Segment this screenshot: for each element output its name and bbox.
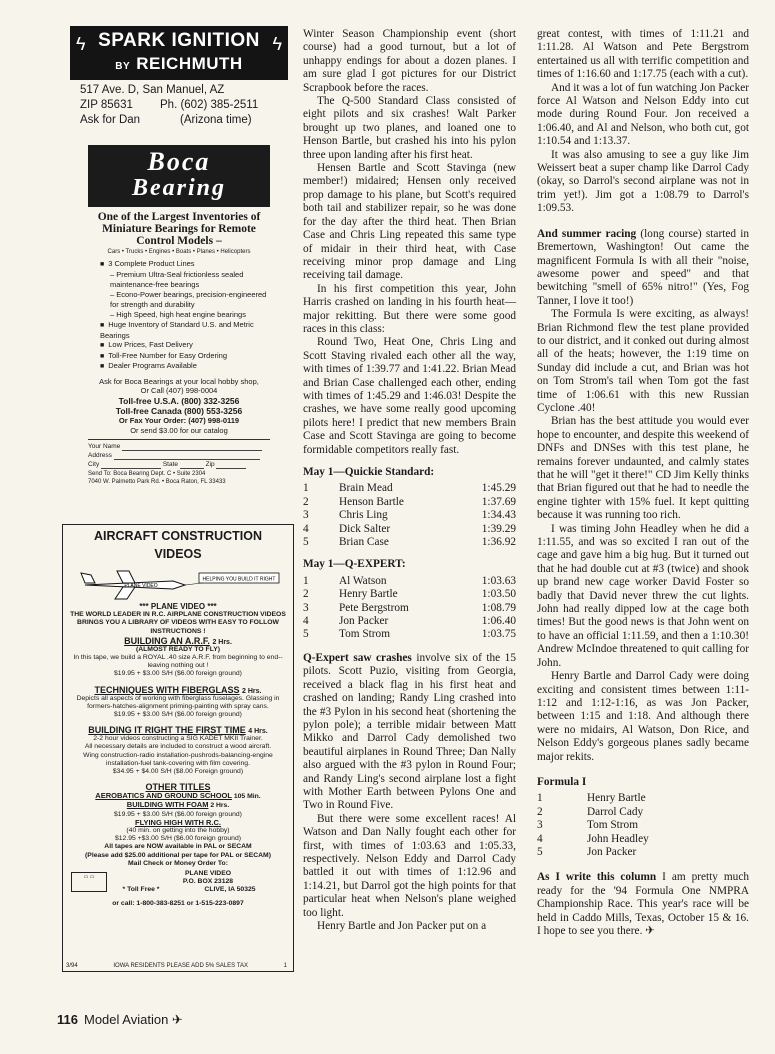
bir-desc3: Wing construction-radio installation-pushrods-balancing-engine installation-fuel tank-covering with film covering. — [83, 751, 273, 767]
plane-sign-text: HELPING YOU BUILD IT RIGHT — [202, 576, 276, 583]
time-cell: 1:37.69 — [481, 495, 516, 508]
paragraph: Round Two, Heat One, Chris Ling and Scott Staving rivaled each other all the way, with times of 1:39.77 and 1:41.22. Brian Mead and Brian Case challenged each other, ending with times of 1:45.29 and 1:46.03! Despite the crashes, we have some really good upcoming pilots here! I predict that new members Brain Case and Scott Stavinga are going to become formidable competitors really fast. — [303, 336, 516, 456]
boca-send-addr: 7040 W. Palmetto Park Rd. • Boca Raton, FL 33433 — [88, 479, 226, 485]
spark-zip: ZIP 85631 — [80, 99, 133, 111]
spark-tz: (Arizona time) — [180, 114, 252, 126]
name-cell: Tom Strom — [339, 628, 390, 641]
boca-feature-list — [100, 259, 270, 372]
results-table-qexpert — [303, 575, 516, 642]
spark-address — [70, 83, 288, 128]
plane-body-text: PLANE VIDEO — [124, 583, 158, 589]
high-title: FLYING HIGH WITH R.C. — [135, 817, 221, 827]
table-row — [303, 482, 516, 495]
pos-cell: 1 — [537, 792, 543, 805]
spark-title: SPARK IGNITION — [98, 30, 260, 51]
boca-send-to: Send To: Boca Bearing Dept. C • Suite 2304 — [88, 471, 206, 477]
boca-feature: ■ Dealer Programs Available — [100, 361, 270, 372]
name-cell: Darrol Cady — [587, 805, 644, 818]
paragraph — [303, 652, 516, 813]
form-address-label: Address — [88, 452, 112, 459]
name-cell: Brain Mead — [339, 482, 393, 495]
table-row — [303, 602, 516, 615]
arf-sub: (ALMOST READY TO FLY) — [135, 645, 221, 653]
pos-cell: 3 — [537, 819, 543, 832]
arf-hrs: 2 Hrs. — [212, 638, 232, 646]
pos-cell: 2 — [303, 588, 309, 601]
air-title2: VIDEOS — [154, 547, 202, 561]
pv-leader: THE WORLD LEADER IN R.C. AIRPLANE CONSTRUCTION VIDEOS BRINGS YOU A LIBRARY OF VIDEOS WITH EASY TO FOLLOW INSTRUCTIONS ! — [70, 611, 286, 635]
time-cell: 1:36.92 — [481, 536, 516, 549]
lightning-right-icon: ϟ — [272, 34, 282, 54]
paragraph: Henry Bartle and Darrol Cady were doing exciting and consistent times between 1:11-1:12 and 1:12-1:16, as was Jon Packer, between 1:15 and 1:18. And although there were no midairs, Al Watson, Don Rice, and Nelson Eddy's gorgeous planes sadly became major rekits. — [537, 670, 749, 763]
pos-cell: 2 — [537, 805, 543, 818]
pal-note: All tapes are NOW available in PAL or SECAM — [104, 843, 252, 851]
page-footer — [57, 1012, 183, 1028]
name-cell: Pete Bergstrom — [339, 601, 409, 614]
high-price: $12.95 +$3.00 S/H ($6.00 foreign ground) — [114, 835, 242, 843]
boca-feature: ■ Low Prices, Fast Delivery — [100, 340, 270, 351]
time-cell: 1:03.63 — [481, 574, 516, 587]
boca-feature: – Premium Ultra-Seal frictionless sealed maintenance-free bearings — [110, 269, 244, 289]
results-title-quickie: May 1—Quickie Standard: — [303, 466, 435, 478]
paragraph: Winter Season Championship event (short course) had a good turnout, but a lot of unhappy endings for about a dozen planes. I am sure glad I got pictures for our District Scrapbook before the races. — [303, 28, 516, 94]
fiberglass-desc: Depicts all aspects of working with fiberglass fuselages. Glassing in formers-hatches-alignment priming-painting with spray cans. — [76, 694, 280, 710]
paragraph: In his first competition this year, John Harris crashed on landing in his fourth heat—major rekitting. But there were some good races in this class: — [303, 282, 516, 335]
results-title-formula: Formula I — [537, 775, 587, 788]
pal-add: (Please add $25.00 additional per tape for PAL or SECAM) — [85, 851, 271, 859]
lead-in: As I write this column — [537, 871, 657, 884]
boca-logo — [88, 145, 270, 207]
boca-feature: ■ 3 Complete Product Lines — [100, 259, 270, 270]
form-city-line — [101, 461, 161, 469]
boca-order-form — [88, 439, 270, 486]
air-addr3: CLIVE, IA 50325 — [204, 886, 256, 894]
foam-price: $19.95 + $3.00 S/H ($6.00 foreign ground) — [114, 810, 242, 818]
air-iowa: IOWA RESIDENTS PLEASE ADD 5% SALES TAX — [113, 963, 248, 969]
form-zip-label: Zip — [205, 461, 215, 468]
form-name-line — [122, 443, 262, 451]
credit-cards-icon: ▭ ▭ — [71, 872, 107, 892]
name-cell: Jon Packer — [587, 845, 637, 858]
spark-phone: Ph. (602) 385-2511 — [160, 99, 259, 111]
pos-cell: 4 — [537, 832, 543, 845]
foam-title: BUILDING WITH FOAM — [126, 800, 209, 810]
boca-logo-word1: Boca — [147, 147, 211, 176]
boca-ask: Ask for Boca Bearings at your local hobby shop, — [99, 376, 259, 386]
bir-desc2: All necessary details are included to construct a wood aircraft. — [84, 743, 272, 751]
table-row — [537, 806, 677, 819]
boca-feature: ■ Toll-Free Number for Easy Ordering — [100, 351, 270, 362]
results-table-formula — [537, 792, 677, 859]
paragraph-text: I am pretty much ready for the '94 Formula One NMPRA Championship Race. This year's race will be held in Caddo Mills, Texas, October 15 & 16. I hope to see you there. ✈ — [537, 871, 749, 937]
arf-desc: In this tape, we build a ROYAL .40 size A.R.F. from beginning to end-- leaving nothing out ! — [73, 654, 283, 670]
pos-cell: 1 — [303, 482, 309, 495]
form-state-label: State — [162, 461, 179, 468]
bir-title: BUILDING IT RIGHT THE FIRST TIME — [88, 725, 246, 736]
fiberglass-price: $19.95 + $3.00 S/H ($6.00 foreign ground) — [114, 711, 242, 719]
airplane-illustration-icon — [63, 563, 293, 603]
pv-title: *** PLANE VIDEO *** — [139, 602, 217, 611]
fiberglass-title: TECHNIQUES WITH FIBERGLASS — [94, 684, 240, 695]
aero-min: 105 Min. — [233, 793, 261, 801]
boca-feature: ■ Huge Inventory of Standard U.S. and Metric Bearings — [100, 320, 270, 340]
air-address-block — [63, 870, 293, 900]
table-row — [537, 846, 677, 859]
table-row — [303, 536, 516, 549]
aircraft-video-ad — [62, 524, 294, 972]
fiberglass-hrs: 2 Hrs. — [242, 687, 262, 695]
paragraph-text: involve six of the 15 pilots. Scott Puzio, visiting from Georgia, received a black flag in his first heat and crashed on landing; Randy Ling crashed into the #3 Pylon in his second heat (shortening the pylon pole); a terrible midair between Matt Mikko and Darrol Cady demolished two beautiful airplanes in Round Three; Dan Nally also argued with the #3 pylon in Round Four; and Randy Ling's second airplane lost a fight with Mother Earth between Pylons One and Two in Round Five. — [303, 651, 516, 812]
magazine-name: Model Aviation ✈ — [83, 1012, 183, 1027]
boca-categories: Cars • Trucks • Engines • Boats • Planes • Helicopters — [107, 249, 251, 255]
name-cell: Tom Strom — [587, 819, 638, 832]
table-row — [303, 509, 516, 522]
air-footer — [63, 963, 293, 969]
table-row — [537, 792, 677, 805]
paragraph: The Q-500 Standard Class consisted of eight pilots and six crashes! Walt Parker brought up two planes, and loaned one to Henson Bartle, but crashed his into his pylon three upon landing after his first heat. — [303, 95, 516, 161]
air-tollfree: * Toll Free * — [122, 886, 160, 894]
boca-bearing-ad — [88, 145, 270, 503]
name-cell: John Headley — [587, 832, 649, 845]
pos-cell: 5 — [537, 845, 543, 858]
pos-cell: 5 — [303, 628, 309, 641]
arf-title: BUILDING AN A.R.F. — [124, 635, 210, 646]
mail-to: Mail Check or Money Order To: — [128, 859, 228, 867]
pos-cell: 5 — [303, 536, 309, 549]
paragraph — [537, 228, 749, 308]
boca-tollfree-ca: Toll-free Canada (800) 553-3256 — [115, 405, 243, 416]
spark-addr1: 517 Ave. D, San Manuel, AZ — [80, 84, 225, 96]
bir-price: $34.95 + $4.00 S/H ($8.00 Foreign ground) — [112, 768, 244, 776]
table-row — [303, 523, 516, 536]
paragraph-text: (long course) started in Bremertown, Washington! Out came the magnificent Formula Is with all their "noise, awesome power and speed" and that bewitching "smell of 65% nitro!" (Yes, Fog Tanner, I love it too!) — [537, 227, 749, 307]
name-cell: Chris Ling — [339, 509, 388, 522]
table-row — [303, 496, 516, 509]
time-cell: 1:34.43 — [481, 509, 516, 522]
page-number: 116 — [57, 1012, 78, 1027]
form-zip-line — [216, 461, 246, 469]
table-row — [303, 588, 516, 601]
table-row — [303, 575, 516, 588]
boca-tollfree: Toll-free U.S.A. (800) 332-3256 — [118, 395, 240, 406]
spark-name: REICHMUTH — [136, 54, 243, 73]
name-cell: Brian Case — [339, 536, 389, 549]
paragraph: Hensen Bartle and Scott Stavinga (new member!) midaired; Hensen only received prop damage to his plane, but Scott's required both tail and stabilizer repair, so he was done for the day after the third heat. Then Brian Case and Chris Ling repeated this same type of midair in their third heat, with Case receiving minor prop damage and Ling receiving tail damage. — [303, 162, 516, 282]
air-addr2: P.O. BOX 23128 — [182, 878, 234, 886]
spark-ask: Ask for Dan — [80, 114, 141, 126]
name-cell: Al Watson — [339, 574, 387, 587]
spark-by: BY — [115, 61, 131, 72]
boca-feature: – Econo-Power bearings, precision-engineered for strength and durability — [110, 289, 267, 309]
time-cell: 1:45.29 — [481, 482, 516, 495]
time-cell: 1:39.29 — [481, 522, 516, 535]
air-addr1: PLANE VIDEO — [184, 870, 232, 878]
results-title-qexpert: May 1—Q-EXPERT: — [303, 558, 406, 571]
paragraph: Brian has the best attitude you would ever hope to encounter, and despite this weekend of DNFs and DNSes with this test plane, he remains forever undaunted, and calmly states that he will "get it there!" CD Jim Kelly thinks that Brian figured out that he had to needle the engine tighter with 15% fuel. It kept quitting because it was running too rich. — [537, 415, 749, 522]
air-call: or call: 1-800-383-8251 or 1-515-223-0897 — [112, 900, 244, 908]
table-row — [303, 628, 516, 641]
paragraph: And it was a lot of fun watching Jon Packer force Al Watson and Nelson Eddy into cut mode during Round Four. Jon received a 1:06.40, and Al and Nelson, who both cut, got 1:10.54 and 1:13.37. — [537, 81, 749, 148]
paragraph — [537, 871, 749, 938]
form-name-label: Your Name — [88, 443, 121, 450]
spark-banner — [70, 26, 288, 80]
paragraph: It was also amusing to see a guy like Jim Weissert beat a super champ like Darrol Cady (okay, so Darrol's second airplane was not in trim yet!). Jim got a 1:08.79 to Darrol's 1:09.53. — [537, 148, 749, 215]
boca-call: Or Call (407) 998-0004 — [140, 386, 218, 395]
bir-desc1: 2-2 hour videos constructing a SIG KADET MKII Trainer. — [93, 735, 263, 743]
name-cell: Henry Bartle — [339, 588, 398, 601]
pos-cell: 4 — [303, 615, 309, 628]
form-address-line — [114, 452, 260, 460]
paragraph: great contest, with times of 1:11.21 and 1:11.28. Al Watson and Pete Bergstrom entertained us all with terrific competition and times of 1:16.60 and 1:17.75 (each with a cut). — [537, 28, 749, 81]
paragraph: Henry Bartle and Jon Packer put on a — [317, 920, 487, 932]
form-city-label: City — [88, 461, 100, 468]
name-cell: Jon Packer — [339, 615, 389, 628]
foam-hrs: 2 Hrs. — [210, 802, 230, 810]
other-titles: OTHER TITLES — [145, 782, 211, 793]
paragraph: The Formula Is were exciting, as always! Brian Richmond flew the test plane provided to our district, and it conked out during almost all of the heats; however, the 1:19 time on Sunday did include a cut, and Brian was hot on Tom Strom's tail when Tom got the fast time of 1:06.61 with this new Russian Cyclone .40! — [537, 308, 749, 414]
bir-hrs: 4 Hrs. — [248, 728, 268, 736]
air-date: 3/94 — [66, 963, 78, 969]
name-cell: Henson Bartle — [339, 495, 404, 508]
pos-cell: 3 — [303, 509, 309, 522]
lead-in: And summer racing — [537, 227, 637, 240]
article-column-2 — [303, 28, 516, 933]
pos-cell: 3 — [303, 601, 309, 614]
arf-price: $19.95 + $3.00 S/H ($6.00 foreign ground) — [114, 670, 242, 678]
table-row — [537, 833, 677, 846]
paragraph: But there were some excellent races! Al Watson and Dan Nally fought each other for first, with times of 1:03.63 and 1:05.33, respectively. Nelson Eddy and Darrol Cady battled it out with times of 1:12.96 and 1:14.21, but Darrol got the high points for that particular heat when Nelson's plane weighed too light. — [303, 812, 516, 919]
boca-logo-word2: Bearing — [131, 175, 226, 201]
boca-catalog: Or send $3.00 for our catalog — [130, 425, 228, 435]
spark-ignition-ad — [70, 26, 288, 126]
lightning-left-icon: ϟ — [76, 34, 86, 54]
pos-cell: 1 — [303, 574, 309, 587]
pos-cell: 4 — [303, 522, 309, 535]
time-cell: 1:06.40 — [481, 615, 516, 628]
aero-title: AEROBATICS AND GROUND SCHOOL — [95, 791, 232, 801]
results-table-quickie — [303, 482, 516, 549]
time-cell: 1:08.79 — [481, 601, 516, 614]
air-num: 1 — [283, 963, 287, 969]
time-cell: 1:03.50 — [481, 588, 516, 601]
boca-headline: One of the Largest Inventories of Miniature Bearings for Remote Control Models – — [97, 211, 261, 247]
name-cell: Dick Salter — [339, 522, 391, 535]
lead-in: Q-Expert saw crashes — [303, 651, 412, 664]
table-row — [303, 615, 516, 628]
paragraph: I was timing John Headley when he did a 1:11.55, and was so excited I ran out of the cage and gave him a big hug. But it turned out that he had double cut at #3 (twice) and shook up brand new cage worker David Foster so badly that David never threw the cut lights. John had really dipped low at the cage both times! But the good news is that John went on to have an official 1:11.59, and then a 1:10.30! Andrew McIndoe threatened to quit calling for John. — [537, 522, 749, 669]
pos-cell: 2 — [303, 495, 309, 508]
time-cell: 1:03.75 — [481, 628, 516, 641]
table-row — [537, 819, 677, 832]
boca-fax: Or Fax Your Order: (407) 998-0119 — [118, 415, 240, 425]
name-cell: Henry Bartle — [587, 792, 646, 805]
air-title1: AIRCRAFT CONSTRUCTION — [93, 529, 263, 543]
form-state-line — [180, 461, 204, 469]
boca-feature: – High Speed, high heat engine bearings — [110, 309, 246, 319]
spark-name-line — [70, 54, 288, 74]
article-column-3 — [537, 28, 749, 938]
high-desc: (40 min. on getting into the hobby) — [126, 827, 230, 835]
